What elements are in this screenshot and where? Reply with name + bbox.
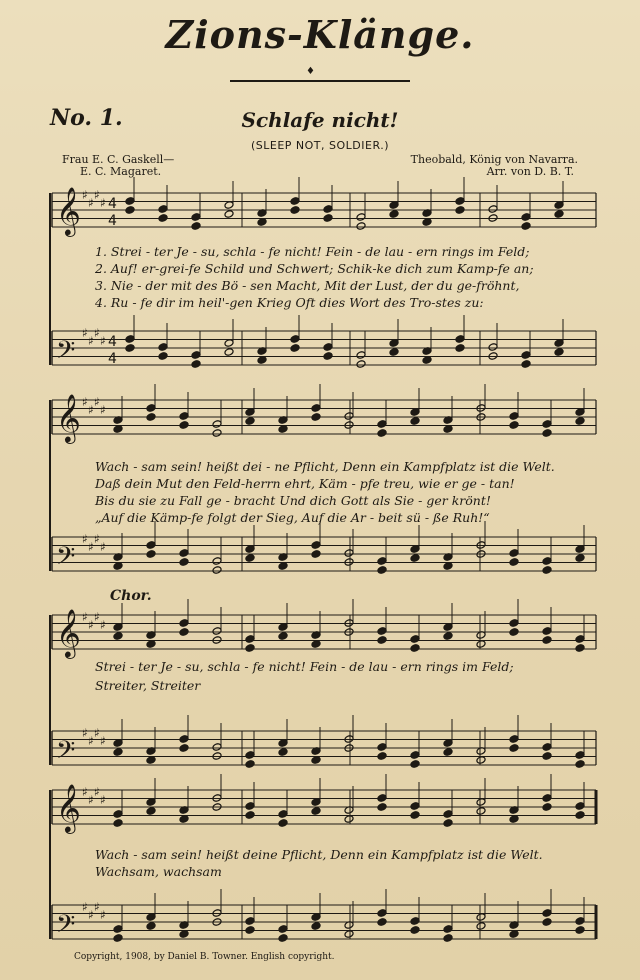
chorus-lyric-bass-echo-1: Streiter, Streiter xyxy=(95,678,201,693)
svg-text:♯: ♯ xyxy=(100,403,106,417)
lyric-verse-4: 4. Ru - fe dir im heil'-gen Krieg Oft dies Wort des Tro-stes zu: xyxy=(95,295,484,310)
svg-text:𝄞: 𝄞 xyxy=(56,608,81,657)
svg-text:♯: ♯ xyxy=(100,908,106,922)
chorus-lyric-line-1: Strei - ter Je - su, schla - fe nicht! Fein - de lau - ern rings im Feld; xyxy=(95,659,514,674)
chorus-lyric-bass-echo-2: Wachsam, wachsam xyxy=(95,864,222,879)
svg-text:♯: ♯ xyxy=(100,793,106,807)
svg-text:𝄢: 𝄢 xyxy=(56,910,76,945)
lyric-verse-3: 3. Nie - der mit des Bö - sen Macht, Mit der Lust, der du ge-fröhnt, xyxy=(95,278,520,293)
svg-text:♯: ♯ xyxy=(88,734,94,748)
svg-text:♯: ♯ xyxy=(88,793,94,807)
svg-text:4: 4 xyxy=(108,351,117,367)
svg-text:4: 4 xyxy=(108,334,117,350)
svg-text:♯: ♯ xyxy=(88,618,94,632)
svg-text:♯: ♯ xyxy=(94,532,100,546)
svg-text:♯: ♯ xyxy=(82,395,88,409)
hymn-number: No. 1. xyxy=(50,105,123,131)
credit-composer: Theobald, König von Navarra. xyxy=(410,153,578,166)
svg-text:♯: ♯ xyxy=(100,196,106,210)
svg-text:♯: ♯ xyxy=(82,610,88,624)
svg-text:𝄢: 𝄢 xyxy=(56,542,76,577)
hymn-title: Schlafe nicht! xyxy=(241,108,399,132)
svg-text:𝄞: 𝄞 xyxy=(56,186,81,235)
chorus-lyric-line-2: Wach - sam sein! heißt deine Pflicht, Denn ein Kampfplatz ist die Welt. xyxy=(95,847,543,862)
credit-author: Frau E. C. Gaskell— xyxy=(62,153,175,166)
lyric-verse-1-line-2: Wach - sam sein! heißt dei - ne Pflicht, Denn ein Kampfplatz ist die Welt. xyxy=(95,459,555,474)
svg-text:𝄢: 𝄢 xyxy=(56,336,76,371)
svg-text:♯: ♯ xyxy=(100,734,106,748)
svg-text:♯: ♯ xyxy=(100,334,106,348)
hymn-subtitle: (SLEEP NOT, SOLDIER.) xyxy=(250,139,389,152)
lyric-verse-2-line-2: Daß dein Mut den Feld-herrn ehrt, Käm - pfe treu, wie er ge - tan! xyxy=(95,476,515,491)
svg-text:♯: ♯ xyxy=(88,908,94,922)
book-title: Zions-Klänge. xyxy=(165,12,475,57)
svg-text:♯: ♯ xyxy=(88,403,94,417)
svg-text:𝄞: 𝄞 xyxy=(56,393,81,442)
svg-text:♯: ♯ xyxy=(94,726,100,740)
svg-text:𝄢: 𝄢 xyxy=(56,736,76,771)
svg-text:♯: ♯ xyxy=(94,395,100,409)
copyright-notice: Copyright, 1908, by Daniel B. Towner. English copyright. xyxy=(74,952,335,962)
lyric-verse-1: 1. Strei - ter Je - su, schla - fe nicht! Fein - de lau - ern rings im Feld; xyxy=(95,244,530,259)
svg-text:𝄞: 𝄞 xyxy=(56,783,81,832)
svg-text:♯: ♯ xyxy=(94,785,100,799)
lyric-verse-2: 2. Auf! er-grei-fe Schild und Schwert; Schik-ke dich zum Kamp-fe an; xyxy=(95,261,534,276)
svg-text:♯: ♯ xyxy=(82,785,88,799)
svg-text:♯: ♯ xyxy=(94,610,100,624)
svg-text:♯: ♯ xyxy=(88,334,94,348)
ornament-dot: ♦ xyxy=(306,66,315,77)
credit-arranger: Arr. von D. B. T. xyxy=(486,165,574,178)
svg-text:♯: ♯ xyxy=(82,532,88,546)
svg-text:♯: ♯ xyxy=(88,540,94,554)
credit-translator: E. C. Magaret. xyxy=(80,165,162,178)
svg-text:4: 4 xyxy=(108,196,117,212)
svg-text:♯: ♯ xyxy=(94,900,100,914)
lyric-verse-4-line-2: „Auf die Kämp-fe folgt der Sieg, Auf die Ar - beit sü - ße Ruh!“ xyxy=(95,510,490,525)
svg-text:♯: ♯ xyxy=(94,326,100,340)
svg-text:♯: ♯ xyxy=(100,618,106,632)
svg-text:♯: ♯ xyxy=(82,726,88,740)
svg-text:♯: ♯ xyxy=(82,188,88,202)
svg-text:4: 4 xyxy=(108,213,117,229)
svg-text:♯: ♯ xyxy=(82,900,88,914)
lyric-verse-3-line-2: Bis du sie zu Fall ge - bracht Und dich Gott als Sie - ger krönt! xyxy=(95,493,491,508)
svg-text:♯: ♯ xyxy=(94,188,100,202)
svg-text:♯: ♯ xyxy=(82,326,88,340)
chorus-label: Chor. xyxy=(110,588,152,604)
svg-text:♯: ♯ xyxy=(100,540,106,554)
svg-text:♯: ♯ xyxy=(88,196,94,210)
